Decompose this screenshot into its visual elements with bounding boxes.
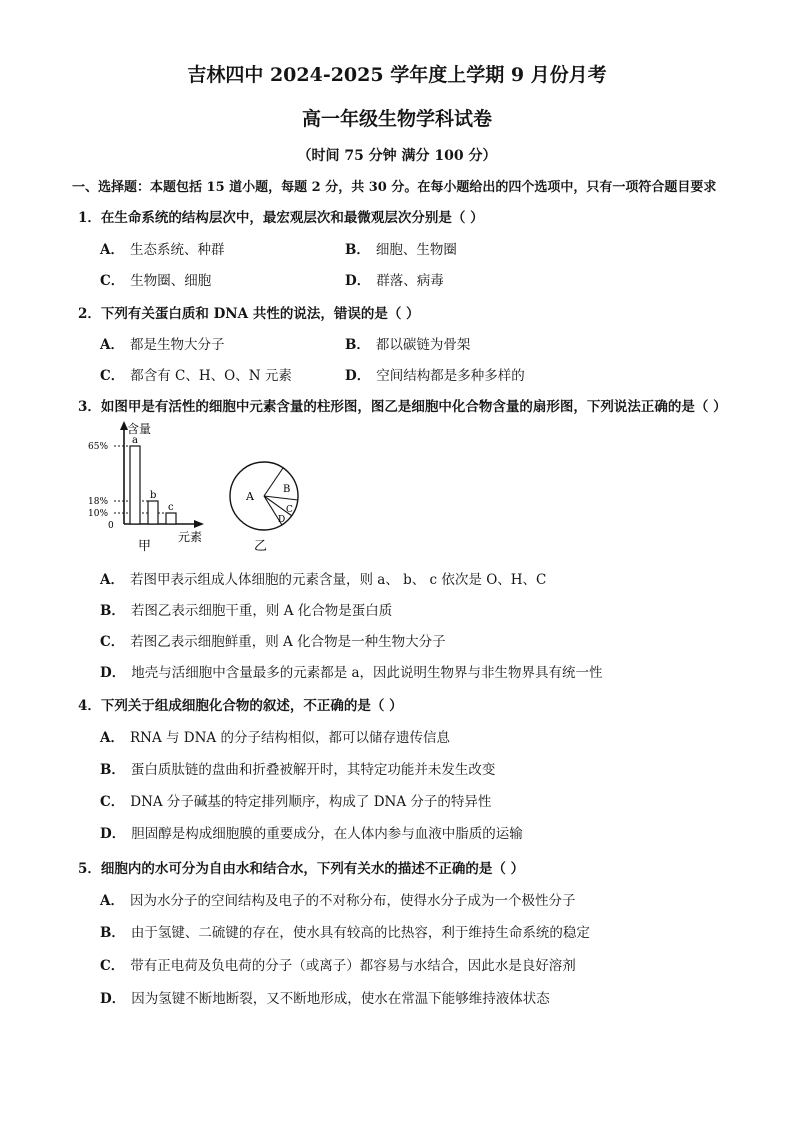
question-1-option-d — [345, 269, 444, 289]
sector-label-b: B — [283, 484, 291, 495]
option-label: B． — [100, 762, 125, 778]
question-5-option-a — [100, 889, 575, 909]
option-label: B． — [100, 925, 125, 941]
figure-jia-bar-chart — [86, 420, 216, 554]
option-label: A． — [100, 337, 124, 353]
y-tick-65: 65% — [88, 442, 109, 452]
question-3-stem: 3．如图甲是有活性的细胞中元素含量的柱形图，图乙是细胞中化合物含量的扇形图，下列说法正确的是（ ） — [78, 399, 727, 415]
question-4-option-d — [100, 822, 523, 842]
option-label: D． — [100, 826, 126, 842]
exam-meta: （时间 75 分钟 满分 100 分） — [297, 148, 497, 164]
question-3-option-a — [100, 568, 546, 588]
option-label: D． — [345, 368, 371, 384]
question-2-option-d — [345, 364, 525, 384]
option-text: 细胞、生物圈 — [375, 242, 457, 258]
question-5-option-d — [100, 987, 550, 1007]
option-text: 若图乙表示细胞干重，则 A 化合物是蛋白质 — [130, 603, 393, 619]
question-2-option-c — [100, 364, 292, 384]
option-text: 地壳与活细胞中含量最多的元素都是 a，因此说明生物界与非生物界具有统一性 — [131, 665, 603, 681]
option-text: 若图乙表示细胞鲜重，则 A 化合物是一种生物大分子 — [130, 634, 446, 650]
question-2-option-b — [345, 333, 470, 353]
option-label: D． — [100, 665, 126, 681]
question-5-option-c — [100, 954, 576, 974]
question-4-stem: 4．下列关于组成细胞化合物的叙述，不正确的是（ ） — [78, 698, 403, 714]
figure-jia-caption: 甲 — [138, 539, 152, 554]
bar-c — [166, 513, 176, 524]
option-label: C． — [100, 794, 125, 810]
option-label: A． — [100, 242, 124, 258]
option-label: C． — [100, 958, 125, 974]
option-text: 蛋白质肽链的盘曲和折叠被解开时，其特定功能并未发生改变 — [130, 762, 496, 778]
question-1-option-b — [345, 238, 457, 258]
option-text: 带有正电荷及负电荷的分子（或离子）都容易与水结合，因此水是良好溶剂 — [130, 958, 576, 974]
option-text: 都含有 C、H、O、N 元素 — [130, 368, 292, 384]
option-label: D． — [100, 991, 126, 1007]
bar-b — [148, 501, 158, 524]
y-tick-18: 18% — [88, 497, 109, 507]
option-text: RNA 与 DNA 的分子结构相似，都可以储存遗传信息 — [129, 730, 450, 746]
question-1-stem: 1．在生命系统的结构层次中，最宏观层次和最微观层次分别是（ ） — [78, 210, 484, 226]
option-text: 因为水分子的空间结构及电子的不对称分布，使得水分子成为一个极性分子 — [129, 893, 576, 909]
option-text: 胆固醇是构成细胞膜的重要成分，在人体内参与血液中脂质的运输 — [131, 826, 523, 842]
question-4-option-c — [100, 790, 491, 810]
x-axis-label: 元素 — [178, 530, 203, 544]
option-text: 生态系统、种群 — [129, 242, 225, 258]
question-1-option-a — [100, 238, 224, 258]
option-text: 群落、病毒 — [376, 273, 444, 289]
bar-label-b: b — [150, 490, 157, 501]
sector-label-c: C — [286, 505, 293, 515]
x-axis-arrow — [194, 520, 204, 528]
question-4-option-b — [100, 758, 495, 778]
option-text: 由于氢键、二硫键的存在，使水具有较高的比热容，利于维持生命系统的稳定 — [130, 925, 590, 941]
question-3-option-c — [100, 630, 446, 650]
question-5-option-b — [100, 921, 590, 941]
option-label: B． — [100, 603, 125, 619]
option-label: B． — [345, 337, 370, 353]
figure-yi-pie-chart — [226, 458, 306, 554]
option-label: A． — [100, 893, 124, 909]
bar-label-a: a — [132, 435, 138, 446]
option-label: D． — [345, 273, 371, 289]
option-text: 都以碳链为骨架 — [375, 337, 471, 353]
question-3-option-b — [100, 599, 392, 619]
sector-label-a: A — [246, 490, 254, 503]
exam-subtitle: 高一年级生物学科试卷 — [301, 108, 492, 130]
option-text: 因为氢键不断地断裂，又不断地形成，使水在常温下能够维持液体状态 — [131, 991, 550, 1007]
option-label: B． — [345, 242, 370, 258]
bar-label-c: c — [168, 502, 174, 513]
section-heading: 一、选择题：本题包括 15 道小题，每题 2 分，共 30 分。在每小题给出的四个选项中，只有一项符合题目要求 — [72, 180, 717, 195]
question-2-option-a — [100, 333, 224, 353]
question-3-option-d — [100, 661, 603, 681]
option-label: A． — [100, 730, 124, 746]
option-text: 空间结构都是多种多样的 — [376, 368, 525, 384]
question-5-stem: 5．细胞内的水可分为自由水和结合水，下列有关水的描述不正确的是（ ） — [78, 861, 525, 877]
y-tick-10: 10% — [88, 509, 109, 519]
option-text: 若图甲表示组成人体细胞的元素含量，则 a、 b、 c 依次是 O、H、C — [129, 572, 547, 588]
option-text: 都是生物大分子 — [129, 337, 225, 353]
bar-a — [130, 446, 140, 524]
figure-yi-caption: 乙 — [254, 539, 268, 554]
option-label: C． — [100, 273, 125, 289]
question-1-option-c — [100, 269, 211, 289]
option-text: 生物圈、细胞 — [130, 273, 212, 289]
option-label: A． — [100, 572, 124, 588]
question-4-option-a — [100, 726, 450, 746]
y-tick-0: 0 — [108, 521, 114, 531]
sector-label-d: D — [278, 515, 286, 525]
option-text: DNA 分子碱基的特定排列顺序，构成了 DNA 分子的特异性 — [130, 794, 492, 810]
question-2-stem: 2．下列有关蛋白质和 DNA 共性的说法，错误的是（ ） — [78, 306, 420, 322]
option-label: C． — [100, 634, 125, 650]
exam-title: 吉林四中 2024-2025 学年度上学期 9 月份月考 — [187, 64, 607, 86]
option-label: C． — [100, 368, 125, 384]
y-axis-label: 含量 — [127, 422, 152, 436]
